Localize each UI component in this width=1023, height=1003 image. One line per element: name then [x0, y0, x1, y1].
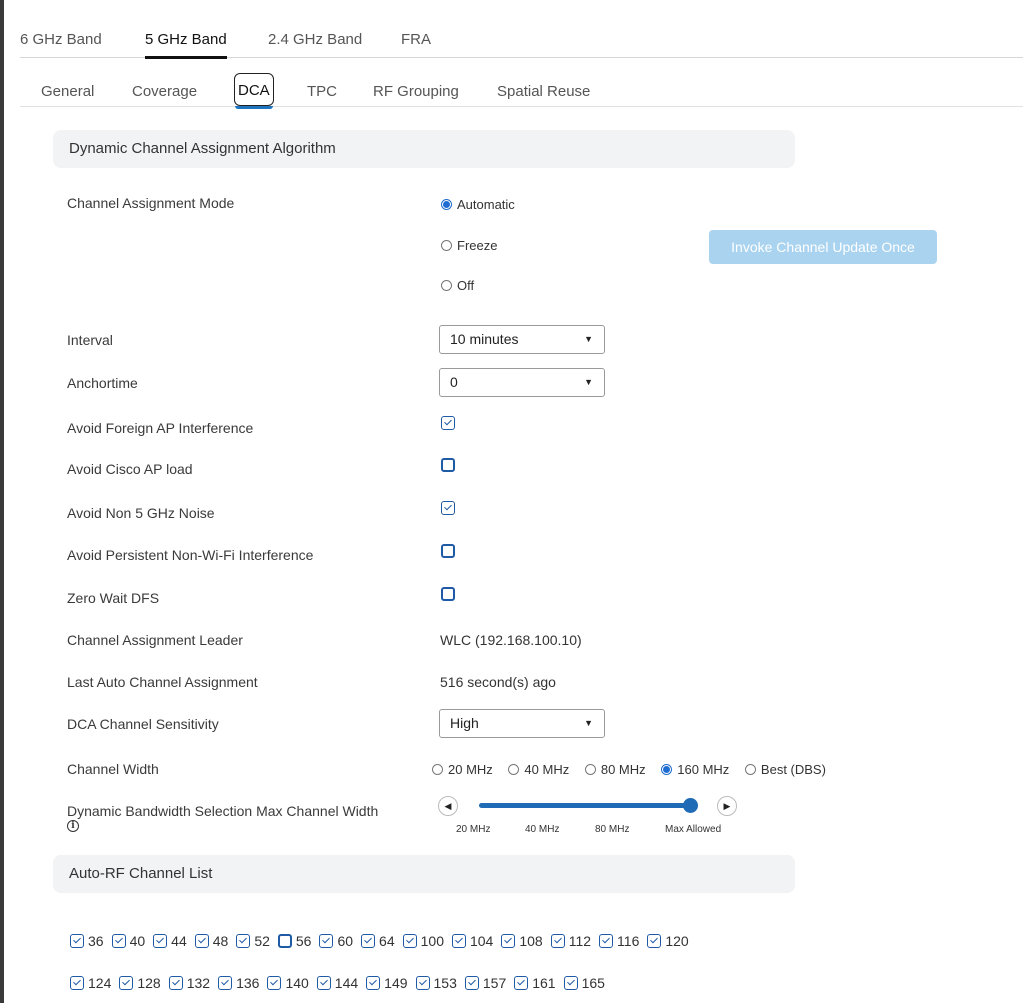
channel-number: 120	[665, 933, 689, 949]
channel-149-option[interactable]	[366, 975, 407, 991]
channel-assignment-leader-label: Channel Assignment Leader	[67, 632, 243, 648]
channel-56-option[interactable]	[278, 933, 312, 949]
channel-44-option[interactable]	[153, 933, 187, 949]
channel-checkbox[interactable]	[70, 934, 84, 948]
info-icon[interactable]: i	[67, 820, 79, 832]
channel-number: 124	[88, 975, 112, 991]
slider-right-arrow-icon[interactable]: ▶	[717, 796, 737, 816]
auto-rf-section-header: Auto-RF Channel List	[53, 855, 795, 893]
channel-60-option[interactable]	[319, 933, 353, 949]
channel-list-row	[70, 975, 613, 991]
channel-width-options	[432, 762, 838, 777]
tab-6ghz-band[interactable]: 6 GHz Band	[20, 31, 102, 48]
avoid-persistent-non-wifi-checkbox[interactable]	[441, 544, 455, 558]
mode-off-radio[interactable]: Off	[441, 278, 474, 293]
channel-checkbox[interactable]	[119, 976, 133, 990]
dca-section-header: Dynamic Channel Assignment Algorithm	[53, 130, 795, 168]
sensitivity-value: High	[450, 715, 479, 731]
dbs-width-slider-track[interactable]	[479, 803, 690, 808]
mode-freeze-radio[interactable]: Freeze	[441, 238, 497, 253]
channel-width-20mhz-radio[interactable]: 20 MHz	[432, 762, 493, 777]
channel-136-option[interactable]	[218, 975, 259, 991]
channel-number: 165	[581, 975, 605, 991]
channel-number: 132	[186, 975, 211, 991]
channel-number: 153	[433, 975, 457, 991]
channel-checkbox[interactable]	[169, 976, 183, 990]
zero-wait-dfs-label: Zero Wait DFS	[67, 590, 160, 606]
tab-2-4ghz-band[interactable]: 2.4 GHz Band	[268, 31, 363, 48]
channel-checkbox[interactable]	[501, 934, 515, 948]
interval-select[interactable]	[439, 325, 605, 354]
channel-number: 161	[532, 975, 556, 991]
channel-number: 100	[420, 933, 444, 949]
avoid-foreign-ap-label: Avoid Foreign AP Interference	[67, 420, 254, 436]
anchortime-select[interactable]	[439, 368, 605, 397]
channel-checkbox[interactable]	[366, 976, 380, 990]
channel-128-option[interactable]	[119, 975, 160, 991]
channel-number: 36	[88, 933, 104, 949]
radio-unselected-icon	[441, 280, 452, 291]
channel-checkbox[interactable]	[278, 934, 292, 948]
active-tab-indicator	[235, 106, 273, 109]
channel-36-option[interactable]	[70, 933, 104, 949]
dropdown-arrow-icon: ▼	[584, 334, 593, 344]
channel-48-option[interactable]	[195, 933, 229, 949]
channel-assignment-mode-label: Channel Assignment Mode	[67, 195, 235, 211]
channel-number: 40	[129, 933, 146, 949]
channel-number: 136	[236, 975, 260, 991]
channel-checkbox[interactable]	[514, 976, 528, 990]
avoid-cisco-ap-load-checkbox[interactable]	[441, 458, 455, 472]
channel-checkbox[interactable]	[564, 976, 578, 990]
channel-165-option[interactable]	[564, 975, 605, 991]
window-edge	[0, 0, 4, 1003]
channel-number: 149	[384, 975, 408, 991]
channel-144-option[interactable]	[317, 975, 358, 991]
channel-108-option[interactable]	[501, 933, 542, 949]
channel-number: 104	[469, 933, 494, 949]
anchortime-value: 0	[450, 374, 458, 390]
channel-checkbox[interactable]	[403, 934, 417, 948]
channel-checkbox[interactable]	[319, 934, 333, 948]
channel-40-option[interactable]	[112, 933, 146, 949]
channel-number: 48	[212, 933, 229, 949]
slider-stop-label: Max Allowed	[665, 824, 722, 835]
channel-checkbox[interactable]	[218, 976, 232, 990]
channel-width-160mhz-radio[interactable]: 160 MHz	[661, 762, 729, 777]
channel-64-option[interactable]	[361, 933, 395, 949]
radio-unselected-icon	[441, 240, 452, 251]
tab-spatial-reuse[interactable]: Spatial Reuse	[497, 83, 591, 100]
channel-width-label: Channel Width	[67, 761, 159, 777]
channel-161-option[interactable]	[514, 975, 555, 991]
tab-dca[interactable]: DCA	[234, 73, 274, 106]
interval-value: 10 minutes	[450, 331, 519, 347]
sub-tabs	[20, 70, 1023, 107]
zero-wait-dfs-checkbox[interactable]	[441, 587, 455, 601]
slider-stop-label: 80 MHz	[595, 824, 630, 835]
last-auto-channel-assignment-value: 516 second(s) ago	[440, 674, 556, 690]
tab-general[interactable]: General	[41, 83, 95, 100]
tab-rf-grouping[interactable]: RF Grouping	[373, 83, 459, 100]
channel-checkbox[interactable]	[317, 976, 331, 990]
last-auto-channel-assignment-label: Last Auto Channel Assignment	[67, 674, 258, 690]
avoid-non-5ghz-noise-label: Avoid Non 5 GHz Noise	[67, 505, 215, 521]
active-tab-indicator	[145, 56, 227, 59]
channel-number: 44	[171, 933, 187, 949]
avoid-cisco-ap-load-label: Avoid Cisco AP load	[67, 461, 193, 477]
channel-checkbox[interactable]	[551, 934, 565, 948]
tab-tpc[interactable]: TPC	[307, 83, 337, 100]
channel-number: 157	[482, 975, 507, 991]
radio-selected-icon	[441, 199, 452, 210]
interval-label: Interval	[67, 332, 113, 348]
avoid-foreign-ap-checkbox[interactable]	[441, 416, 455, 430]
channel-100-option[interactable]	[403, 933, 444, 949]
channel-number: 52	[254, 933, 270, 949]
avoid-persistent-non-wifi-label: Avoid Persistent Non-Wi-Fi Interference	[67, 547, 314, 563]
invoke-channel-update-button[interactable]: Invoke Channel Update Once	[709, 230, 937, 264]
channel-number: 64	[379, 933, 395, 949]
avoid-non-5ghz-noise-checkbox[interactable]	[441, 501, 455, 515]
channel-checkbox[interactable]	[416, 976, 430, 990]
channel-116-option[interactable]	[599, 933, 639, 949]
tab-fra[interactable]: FRA	[401, 31, 431, 48]
tab-5ghz-band[interactable]: 5 GHz Band	[145, 31, 227, 48]
slider-stop-label: 20 MHz	[456, 824, 491, 835]
channel-width-80mhz-radio[interactable]: 80 MHz	[585, 762, 646, 777]
channel-number: 60	[337, 933, 354, 949]
channel-number: 56	[295, 933, 312, 949]
radio-unselected-icon	[432, 764, 443, 775]
channel-number: 108	[519, 933, 543, 949]
radio-unselected-icon	[508, 764, 519, 775]
radio-selected-icon	[661, 764, 672, 775]
mode-automatic-radio[interactable]: Automatic	[441, 197, 515, 212]
tab-coverage[interactable]: Coverage	[132, 83, 198, 100]
channel-number: 116	[617, 933, 640, 949]
channel-width-best-dbs-radio[interactable]: Best (DBS)	[745, 762, 826, 777]
dbs-width-slider-handle[interactable]	[683, 798, 698, 813]
channel-120-option[interactable]	[647, 933, 688, 949]
dropdown-arrow-icon: ▼	[584, 718, 593, 728]
channel-number: 144	[334, 975, 359, 991]
slider-left-arrow-icon[interactable]: ◀	[438, 796, 458, 816]
channel-width-40mhz-radio[interactable]: 40 MHz	[508, 762, 569, 777]
channel-checkbox[interactable]	[452, 934, 466, 948]
dropdown-arrow-icon: ▼	[584, 377, 593, 387]
slider-stop-label: 40 MHz	[525, 824, 560, 835]
channel-checkbox[interactable]	[267, 976, 281, 990]
channel-checkbox[interactable]	[112, 934, 126, 948]
channel-112-option[interactable]	[551, 933, 591, 949]
channel-checkbox[interactable]	[647, 934, 661, 948]
radio-unselected-icon	[585, 764, 596, 775]
channel-checkbox[interactable]	[599, 934, 613, 948]
channel-checkbox[interactable]	[236, 934, 250, 948]
channel-checkbox[interactable]	[70, 976, 84, 990]
channel-checkbox[interactable]	[361, 934, 375, 948]
radio-unselected-icon	[745, 764, 756, 775]
dbs-max-channel-width-label: Dynamic Bandwidth Selection Max Channel Width	[67, 803, 379, 819]
anchortime-label: Anchortime	[67, 375, 138, 391]
channel-124-option[interactable]	[70, 975, 111, 991]
channel-checkbox[interactable]	[153, 934, 167, 948]
channel-number: 140	[285, 975, 309, 991]
channel-number: 112	[568, 933, 592, 949]
channel-checkbox[interactable]	[195, 934, 209, 948]
dca-channel-sensitivity-select[interactable]	[439, 709, 605, 738]
band-tabs	[20, 22, 1023, 58]
channel-checkbox[interactable]	[465, 976, 479, 990]
channel-104-option[interactable]	[452, 933, 493, 949]
channel-list-row	[70, 933, 697, 949]
channel-52-option[interactable]	[236, 933, 270, 949]
dca-channel-sensitivity-label: DCA Channel Sensitivity	[67, 716, 219, 732]
channel-157-option[interactable]	[465, 975, 506, 991]
channel-assignment-leader-value: WLC (192.168.100.10)	[440, 632, 582, 648]
channel-number: 128	[137, 975, 161, 991]
channel-140-option[interactable]	[267, 975, 308, 991]
channel-132-option[interactable]	[169, 975, 210, 991]
channel-153-option[interactable]	[416, 975, 457, 991]
